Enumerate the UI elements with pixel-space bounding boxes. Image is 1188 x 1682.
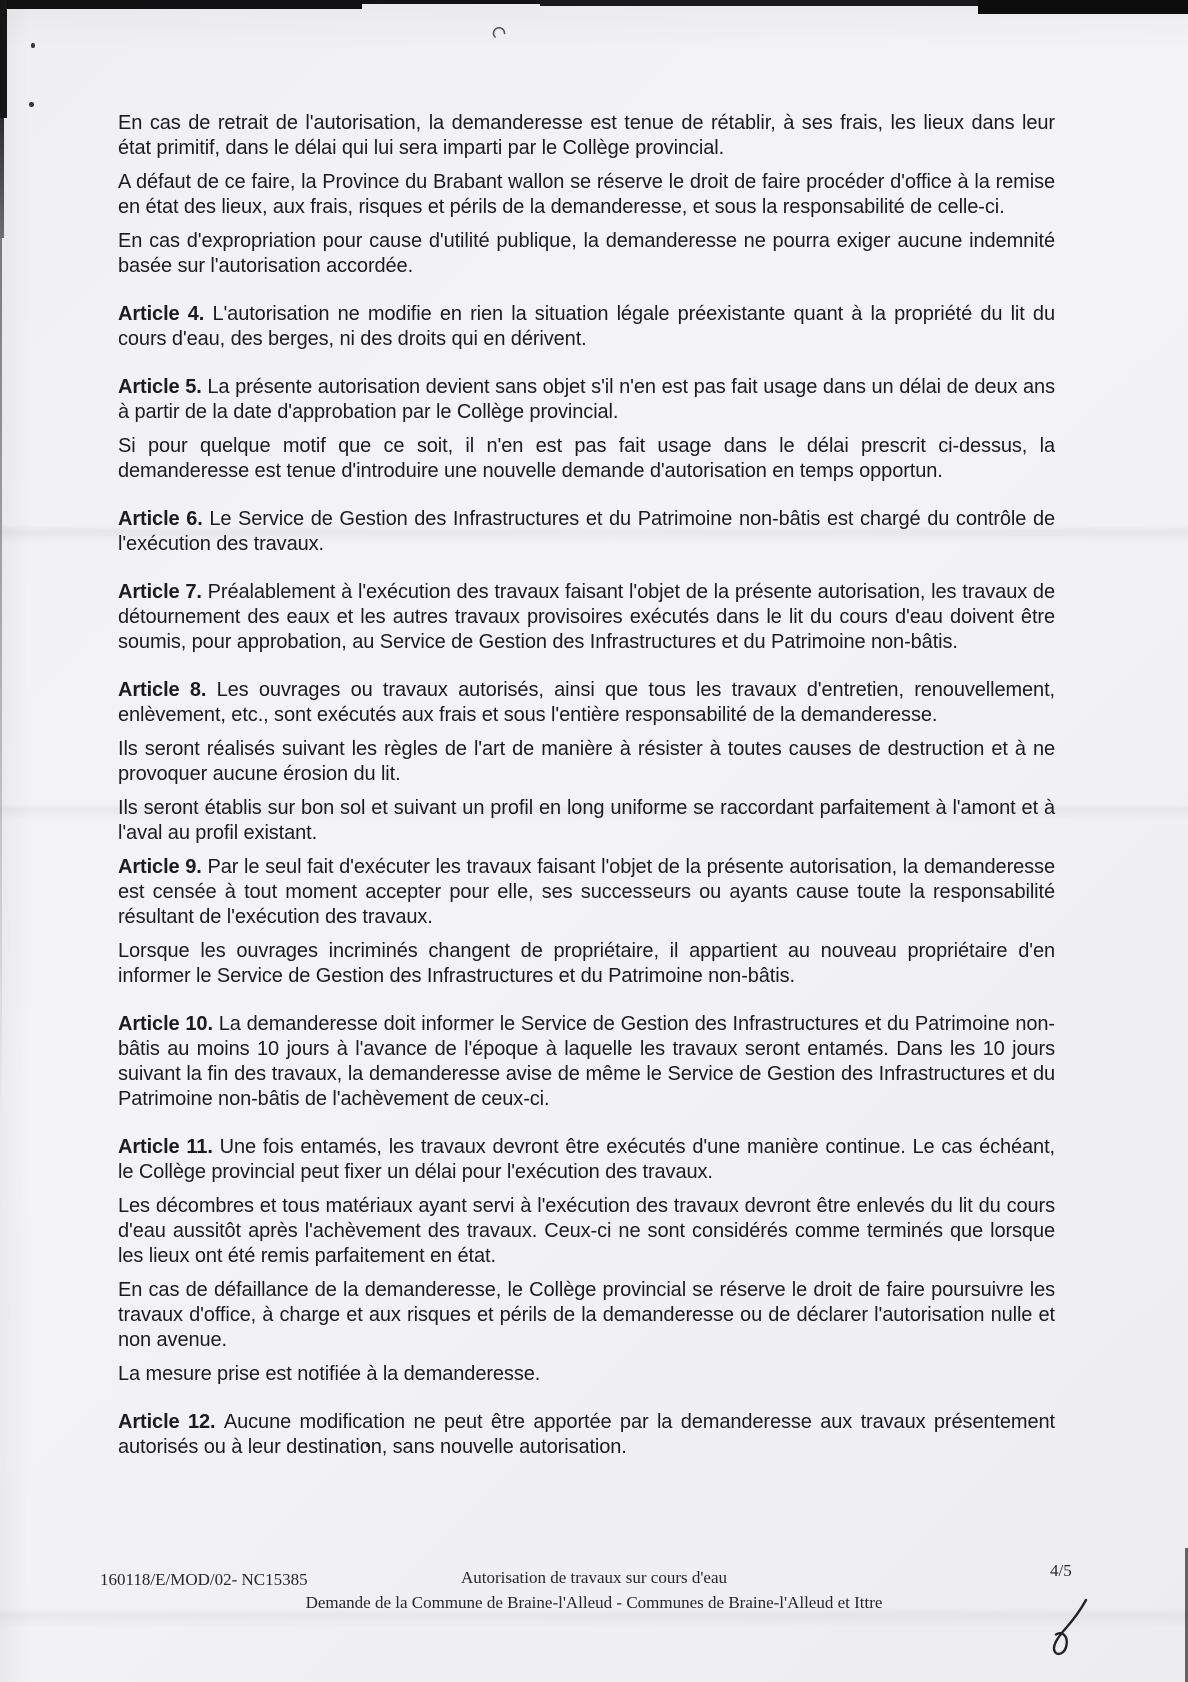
- article-paragraph: Article 11. Une fois entamés, les travaux devront être exécutés d'une manière continue. Le cas échéant, le Collège provincial peut fixer un délai pour l'exécution des travaux.: [118, 1136, 1055, 1183]
- article-paragraph: Article 4. L'autorisation ne modifie en rien la situation légale préexistante quant à la propriété du lit du cours d'eau, des berges, ni des droits qui en dérivent.: [118, 303, 1055, 350]
- paragraph: Ils seront réalisés suivant les règles de l'art de manière à résister à toutes causes de destruction et à ne provoquer aucune érosion du lit.: [118, 738, 1055, 785]
- document-body: [118, 111, 1055, 1469]
- article-label: Article 11.: [118, 1136, 220, 1158]
- paragraph: Lorsque les ouvrages incriminés changent de propriétaire, il appartient au nouveau propriétaire d'en informer le Service de Gestion des Infrastructures et du Patrimoine non-bâtis.: [118, 940, 1055, 987]
- footer-reference-number: 160118/E/MOD/02- NC15385: [100, 1570, 308, 1589]
- article-paragraph: Article 5. La présente autorisation devient sans objet s'il n'en est pas fait usage dans un délai de deux ans à partir de la date d'approbation par le Collège provincial.: [118, 376, 1055, 423]
- article-paragraph: Article 10. La demanderesse doit informer le Service de Gestion des Infrastructures et du Patrimoine non-bâtis au moins 10 jours à l'avance de l'époque à laquelle les travaux seront entamés. Dans les 10 jours suivant la fin des travaux, la demanderesse avise de même le Service de Gestion des Infrastructures et du Patrimoine non-bâtis de l'achèvement de ceux-ci.: [118, 1013, 1055, 1110]
- article-label: Article 12.: [118, 1411, 224, 1433]
- ink-speck: [29, 102, 34, 107]
- footer-document-subtitle: Demande de la Commune de Braine-l'Alleud - Communes de Braine-l'Alleud et Ittre: [305, 1593, 883, 1612]
- paragraph: A défaut de ce faire, la Province du Brabant wallon se réserve le droit de faire procéder d'office à la remise en état des lieux, aux frais, risques et périls de la demanderesse, et sous la responsabilité de celle-ci.: [118, 171, 1055, 218]
- scan-edge-line-left: [0, 238, 2, 1118]
- article-label: Article 10.: [118, 1013, 219, 1035]
- paragraph: En cas de retrait de l'autorisation, la demanderesse est tenue de rétablir, à ses frais, les lieux dans leur état primitif, dans le délai qui lui sera imparti par le Collège provincial.: [118, 112, 1055, 159]
- ink-speck: [31, 43, 35, 48]
- article-label: Article 4.: [118, 303, 213, 325]
- paragraph: En cas de défaillance de la demanderesse, le Collège provincial se réserve le droit de faire poursuivre les travaux d'office, à charge et aux risques et périls de la demanderesse ou de déclarer l'autorisation nulle et non avenue.: [118, 1279, 1055, 1351]
- footer-page-number: 4/5: [1050, 1561, 1072, 1580]
- article-label: Article 6.: [118, 508, 210, 530]
- article-paragraph: Article 7. Préalablement à l'exécution des travaux faisant l'objet de la présente autorisation, les travaux de détournement des eaux et les autres travaux provisoires exécutés dans le lit du cours d'eau doivent être soumis, pour approbation, au Service de Gestion des Infrastructures et du Patrimoine non-bâtis.: [118, 581, 1055, 653]
- paragraph: Ils seront établis sur bon sol et suivant un profil en long uniforme se raccordant parfaitement à l'amont et à l'aval au profil existant.: [118, 797, 1055, 844]
- scan-edge-bar-top-right: [978, 0, 1188, 14]
- paragraph: Si pour quelque motif que ce soit, il n'en est pas fait usage dans le délai prescrit ci-dessus, la demanderesse est tenue d'introduire une nouvelle demande d'autorisation en temps opportun.: [118, 435, 1055, 482]
- article-label: Article 9.: [118, 856, 208, 878]
- pen-curl-mark: [491, 24, 509, 45]
- article-paragraph: Article 12. Aucune modification ne peut être apportée par la demanderesse aux travaux présentement autorisés ou à leur destination, sans nouvelle autorisation.: [118, 1411, 1055, 1458]
- scan-edge-bar-top-middle: [540, 0, 980, 6]
- article-paragraph: Article 8. Les ouvrages ou travaux autorisés, ainsi que tous les travaux d'entretien, renouvellement, enlèvement, etc., sont exécutés aux frais et sous l'entière responsabilité de la demanderesse.: [118, 679, 1055, 726]
- scan-edge-strip-left-fade: [0, 118, 4, 238]
- paragraph: La mesure prise est notifiée à la demanderesse.: [118, 1363, 541, 1385]
- article-paragraph: Article 9. Par le seul fait d'exécuter les travaux faisant l'objet de la présente autorisation, la demanderesse est censée à tout moment accepter pour elle, ses successeurs ou ayants cause toute la responsabilité résultant de l'exécution des travaux.: [118, 856, 1055, 928]
- article-label: Article 8.: [118, 679, 217, 701]
- article-label: Article 7.: [118, 581, 208, 603]
- scan-edge-strip-left: [0, 0, 7, 118]
- paragraph: En cas d'expropriation pour cause d'utilité publique, la demanderesse ne pourra exiger aucune indemnité basée sur l'autorisation accordée.: [118, 230, 1055, 277]
- scan-edge-bar-top-left: [0, 0, 362, 9]
- footer-document-title: Autorisation de travaux sur cours d'eau: [460, 1568, 727, 1587]
- article-paragraph: Article 6. Le Service de Gestion des Infrastructures et du Patrimoine non-bâtis est chargé du contrôle de l'exécution des travaux.: [118, 508, 1055, 555]
- article-label: Article 5.: [118, 376, 208, 398]
- paragraph: Les décombres et tous matériaux ayant servi à l'exécution des travaux devront être enlevés du lit du cours d'eau aussitôt après l'achèvement des travaux. Ceux-ci ne sont considérés comme terminés que lorsque les lieux ont été remis parfaitement en état.: [118, 1195, 1055, 1267]
- handwritten-initial-signature: [1048, 1598, 1094, 1665]
